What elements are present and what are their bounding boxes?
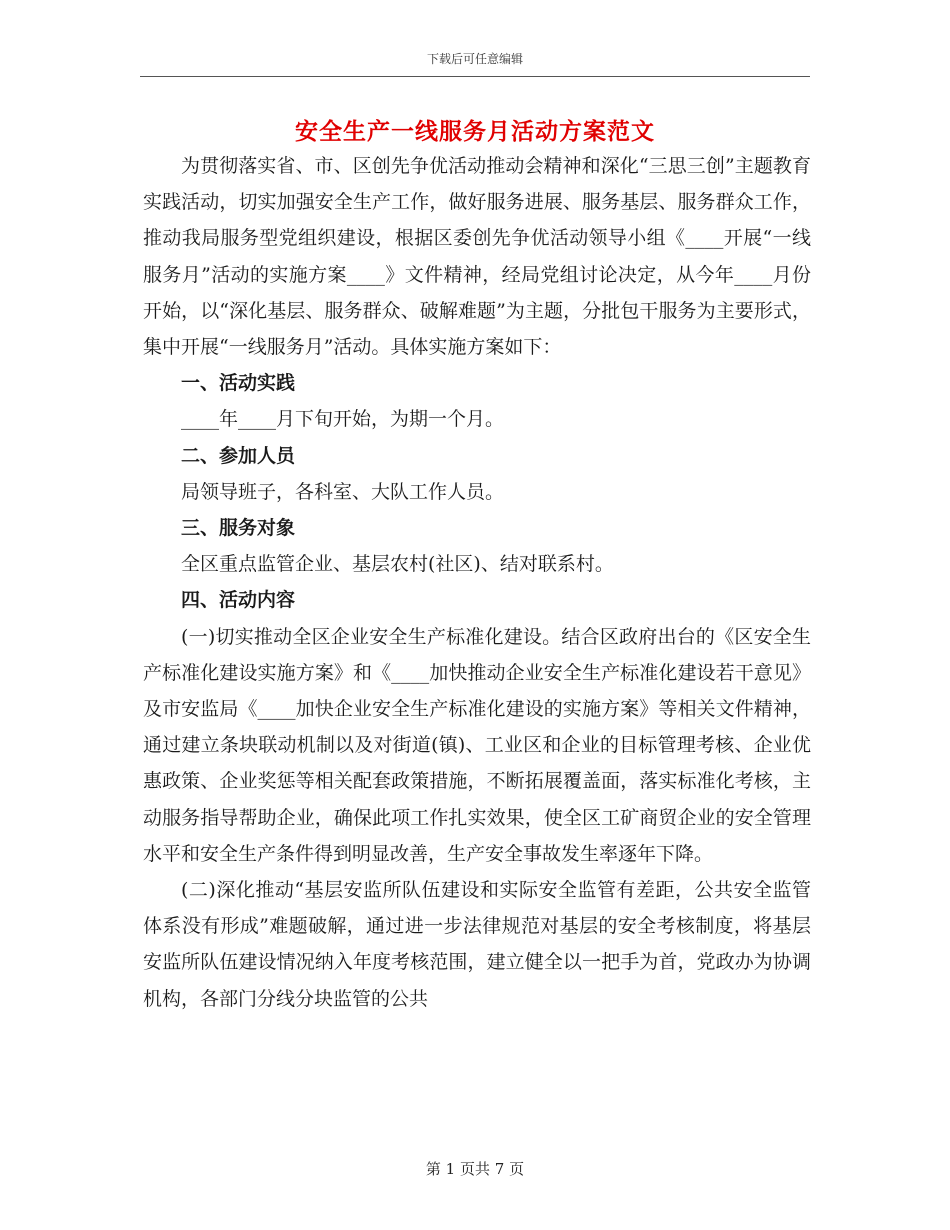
section-1-content: ____年____月下旬开始，为期一个月。 (181, 408, 505, 431)
header-divider (140, 76, 810, 77)
intro-paragraph: 为贯彻落实省、市、区创先争优活动推动会精神和深化“三思三创”主题教育实践活动，切实加强安全生产工作，做好服务进展、服务基层、服务群众工作，推动我局服务型党组织建设，根据区委创先争优活动领导小组《____开展“一线服务月”活动的实施方案____》文件精神，经局党组讨论决定，从今年____月份开始，以“深化基层、服务群众、破解难题”为主题，分批包干服务为主要形式，集中开展“一线服务月”活动。具体实施方案如下： (143, 155, 811, 359)
section-heading-2: 二、参加人员 (181, 444, 296, 467)
document-title: 安全生产一线服务月活动方案范文 (295, 118, 655, 145)
section-heading-3: 三、服务对象 (181, 517, 296, 540)
page-header: 下载后可任意编辑 (426, 52, 523, 66)
section-2-content: 局领导班子，各科室、大队工作人员。 (181, 480, 505, 503)
page-footer: 第 1 页共 7 页 (425, 1160, 525, 1178)
section-4-item-2: (二)深化推动“基层安监所队伍建设和实际安全监管有差距，公共安全监管体系没有形成”难题破解，通过进一步法律规范对基层的安全考核制度，将基层安监所队伍建设情况纳入年度考核范围，建立健全以一把手为首，党政办为协调机构，各部门分线分块监管的公共 (143, 879, 811, 1010)
section-heading-4: 四、活动内容 (181, 589, 296, 612)
section-4-item-1: (一)切实推动全区企业安全生产标准化建设。结合区政府出台的《区安全生产标准化建设实施方案》和《____加快推动企业安全生产标准化建设若干意见》及市安监局《____加快企业安全生产标准化建设的实施方案》等相关文件精神，通过建立条块联动机制以及对街道(镇)、工业区和企业的目标管理考核、企业优惠政策、企业奖惩等相关配套政策措施，不断拓展覆盖面，落实标准化考核，主动服务指导帮助企业，确保此项工作扎实效果，使全区工矿商贸企业的安全管理水平和安全生产条件得到明显改善，生产安全事故发生率逐年下降。 (143, 625, 811, 865)
section-heading-1: 一、活动实践 (181, 372, 296, 395)
section-3-content: 全区重点监管企业、基层农村(社区)、结对联系村。 (181, 553, 614, 576)
document-body (143, 148, 811, 1017)
